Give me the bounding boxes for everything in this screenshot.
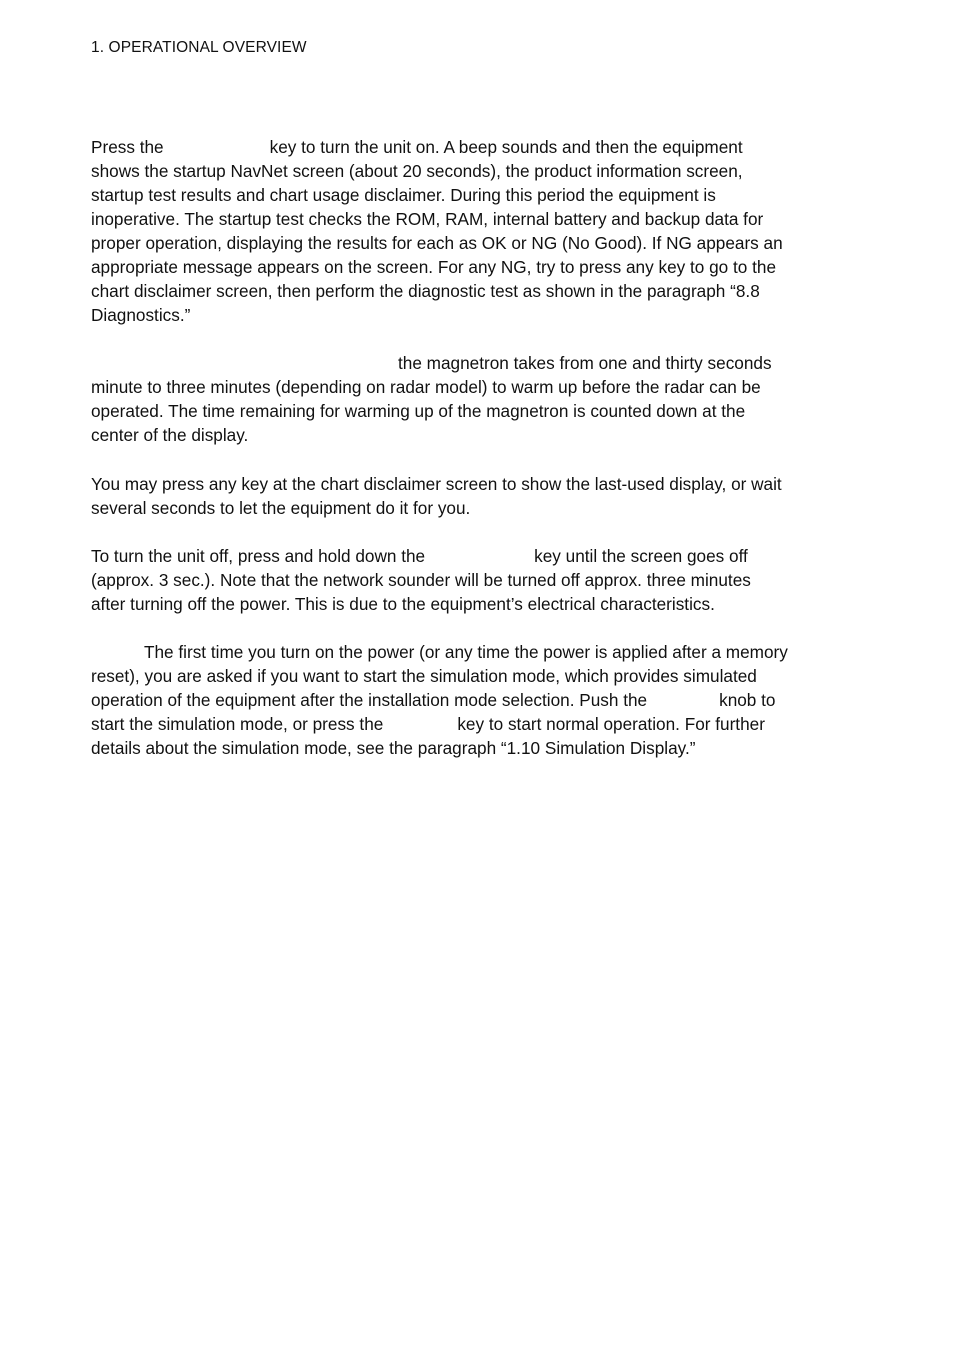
- paragraph-radar-warmup: [91, 351, 851, 447]
- text-line: operated. The time remaining for warming up of the magnetron is counted down at the: [91, 401, 746, 421]
- text-line: startup test results and chart usage disclaimer. During this period the equipment is: [91, 185, 716, 205]
- text-run: the magnetron takes from one and thirty seconds: [398, 353, 772, 373]
- text-line: details about the simulation mode, see the paragraph “1.10 Simulation Display.”: [91, 738, 696, 758]
- text-run: The first time you turn on the power (or any time the power is applied after a memory: [144, 642, 788, 662]
- text-line: [91, 640, 851, 664]
- text-run: key to turn the unit on. A beep sounds and then the equipment: [269, 137, 743, 157]
- text-line: shows the startup NavNet screen (about 20 seconds), the product information screen,: [91, 161, 743, 181]
- text-run: To turn the unit off, press and hold down the: [91, 546, 426, 566]
- text-line: center of the display.: [91, 425, 249, 445]
- text-line: chart disclaimer screen, then perform the diagnostic test as shown in the paragraph “8.8: [91, 281, 760, 301]
- text-run: start the simulation mode, or press the: [91, 714, 384, 734]
- text-line: reset), you are asked if you want to start the simulation mode, which provides simulated: [91, 666, 757, 686]
- paragraph-power-off: [91, 544, 851, 616]
- text-run: knob to: [719, 690, 776, 710]
- text-line: [91, 688, 851, 712]
- paragraph-power-on: [91, 135, 851, 327]
- text-line: appropriate message appears on the screen. For any NG, try to press any key to go to the: [91, 257, 776, 277]
- text-run: key to start normal operation. For further: [457, 714, 765, 734]
- paragraph-simulation-note: [91, 640, 851, 760]
- text-line: [91, 351, 851, 375]
- text-line: [91, 544, 851, 568]
- text-line: after turning off the power. This is due to the equipment’s electrical characteristics.: [91, 594, 715, 614]
- text-line: inoperative. The startup test checks the ROM, RAM, internal battery and backup data for: [91, 209, 764, 229]
- text-line: [91, 135, 851, 159]
- text-run: key until the screen goes off: [534, 546, 748, 566]
- text-line: minute to three minutes (depending on radar model) to warm up before the radar can be: [91, 377, 761, 397]
- text-line: proper operation, displaying the results for each as OK or NG (No Good). If NG appears an: [91, 233, 783, 253]
- text-run: Press the: [91, 137, 164, 157]
- paragraph-disclaimer: [91, 472, 851, 520]
- text-line: [91, 712, 851, 736]
- text-line: Diagnostics.”: [91, 305, 191, 325]
- running-header: 1. OPERATIONAL OVERVIEW: [91, 39, 307, 56]
- text-line: (approx. 3 sec.). Note that the network sounder will be turned off approx. three minutes: [91, 570, 751, 590]
- text-line: You may press any key at the chart disclaimer screen to show the last-used display, or wait: [91, 474, 782, 494]
- text-line: several seconds to let the equipment do it for you.: [91, 498, 471, 518]
- text-run: operation of the equipment after the installation mode selection. Push the: [91, 690, 648, 710]
